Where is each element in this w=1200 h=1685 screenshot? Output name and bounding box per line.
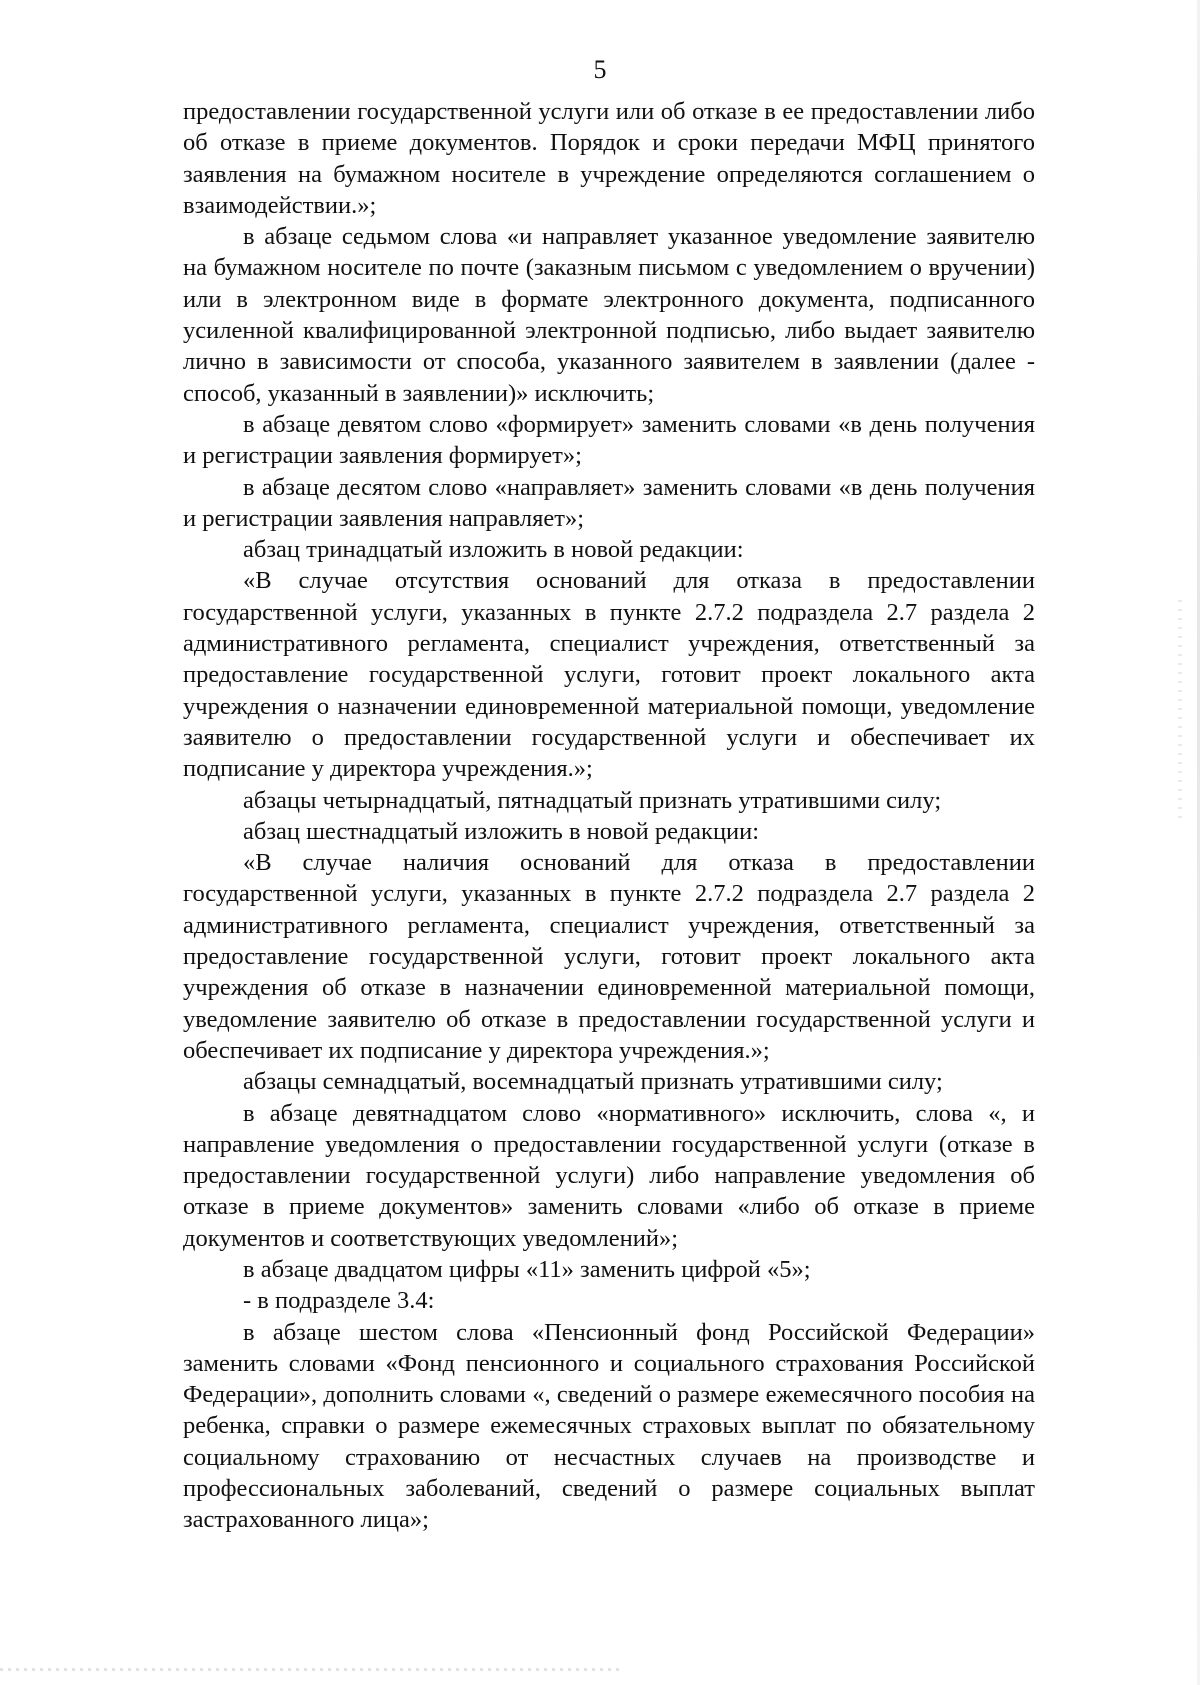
paragraph-5: абзац тринадцатый изложить в новой редакции: bbox=[243, 536, 744, 564]
page-number: 5 bbox=[593, 55, 607, 84]
paragraph-7: абзацы четырнадцатый, пятнадцатый признать утратившими силу; bbox=[243, 786, 942, 814]
paragraph-13: - в подразделе 3.4: bbox=[243, 1287, 435, 1315]
scan-dots-artifact bbox=[1178, 600, 1182, 820]
paragraph-3: в абзаце девятом слово «формирует» заменить словами «в день получения и регистрации заявления формирует»; bbox=[183, 410, 1035, 470]
paragraph-8: абзац шестнадцатый изложить в новой редакции: bbox=[243, 817, 760, 845]
paragraph-1: предоставлении государственной услуги или об отказе в ее предоставлении либо об отказе в приеме документов. Порядок и сроки передачи МФЦ принятого заявления на бумажном носителе в учреждение определяются соглашением о взаимодействии.»; bbox=[183, 98, 1035, 219]
paragraph-14: в абзаце шестом слова «Пенсионный фонд Российской Федерации» заменить словами «Фонд пенсионного и социального страхования Российской Федерации», дополнить словами «, сведений о размере ежемесячного пособия на ребенка, справки о размере ежемесячных страховых выплат по обязательному социальному страхованию от несчастных случаев на производстве и профессиональных заболеваний, сведений о размере социальных выплат застрахованного лица»; bbox=[183, 1318, 1035, 1534]
paragraph-6: «В случае отсутствия оснований для отказа в предоставлении государственной услуги, указанных в пункте 2.7.2 подраздела 2.7 раздела 2 административного регламента, специалист учреждения, ответственный за предоставление государственной услуги, готовит проект локального акта учреждения о назначении единовременной материальной помощи, уведомление заявителю о предоставлении государственной услуги и обеспечивает их подписание у директора учреждения.»; bbox=[183, 567, 1035, 783]
paragraph-4: в абзаце десятом слово «направляет» заменить словами «в день получения и регистрации заявления направляет»; bbox=[183, 473, 1035, 532]
paragraph-10: абзацы семнадцатый, восемнадцатый признать утратившими силу; bbox=[243, 1068, 943, 1096]
paragraph-9: «В случае наличия оснований для отказа в предоставлении государственной услуги, указанных в пункте 2.7.2 подраздела 2.7 раздела 2 административного регламента, специалист учреждения, ответственный за предоставление государственной услуги, готовит проект локального акта учреждения об отказе в назначении единовременной материальной помощи, уведомление заявителю об отказе в предоставлении государственной услуги и обеспечивает их подписание у директора учреждения.»; bbox=[183, 849, 1035, 1064]
document-body bbox=[183, 96, 1035, 1536]
scan-bottom-artifact bbox=[0, 1668, 620, 1671]
paragraph-12: в абзаце двадцатом цифры «11» заменить цифрой «5»; bbox=[243, 1255, 811, 1283]
paragraph-2: в абзаце седьмом слова «и направляет указанное уведомление заявителю на бумажном носителе по почте (заказным письмом с уведомлением о вручении) или в электронном виде в формате электронного документа, подписанного усиленной квалифицированной электронной подписью, либо выдает заявителю лично в зависимости от способа, указанного заявителем в заявлении (далее - способ, указанный в заявлении)» исключить; bbox=[183, 223, 1035, 407]
paragraph-11: в абзаце девятнадцатом слово «нормативного» исключить, слова «, и направление уведомления о предоставлении государственной услуги (отказе в предоставлении государственной услуги) либо направление уведомления об отказе в приеме документов» заменить словами «либо об отказе в приеме документов и соответствующих уведомлений»; bbox=[183, 1099, 1035, 1252]
